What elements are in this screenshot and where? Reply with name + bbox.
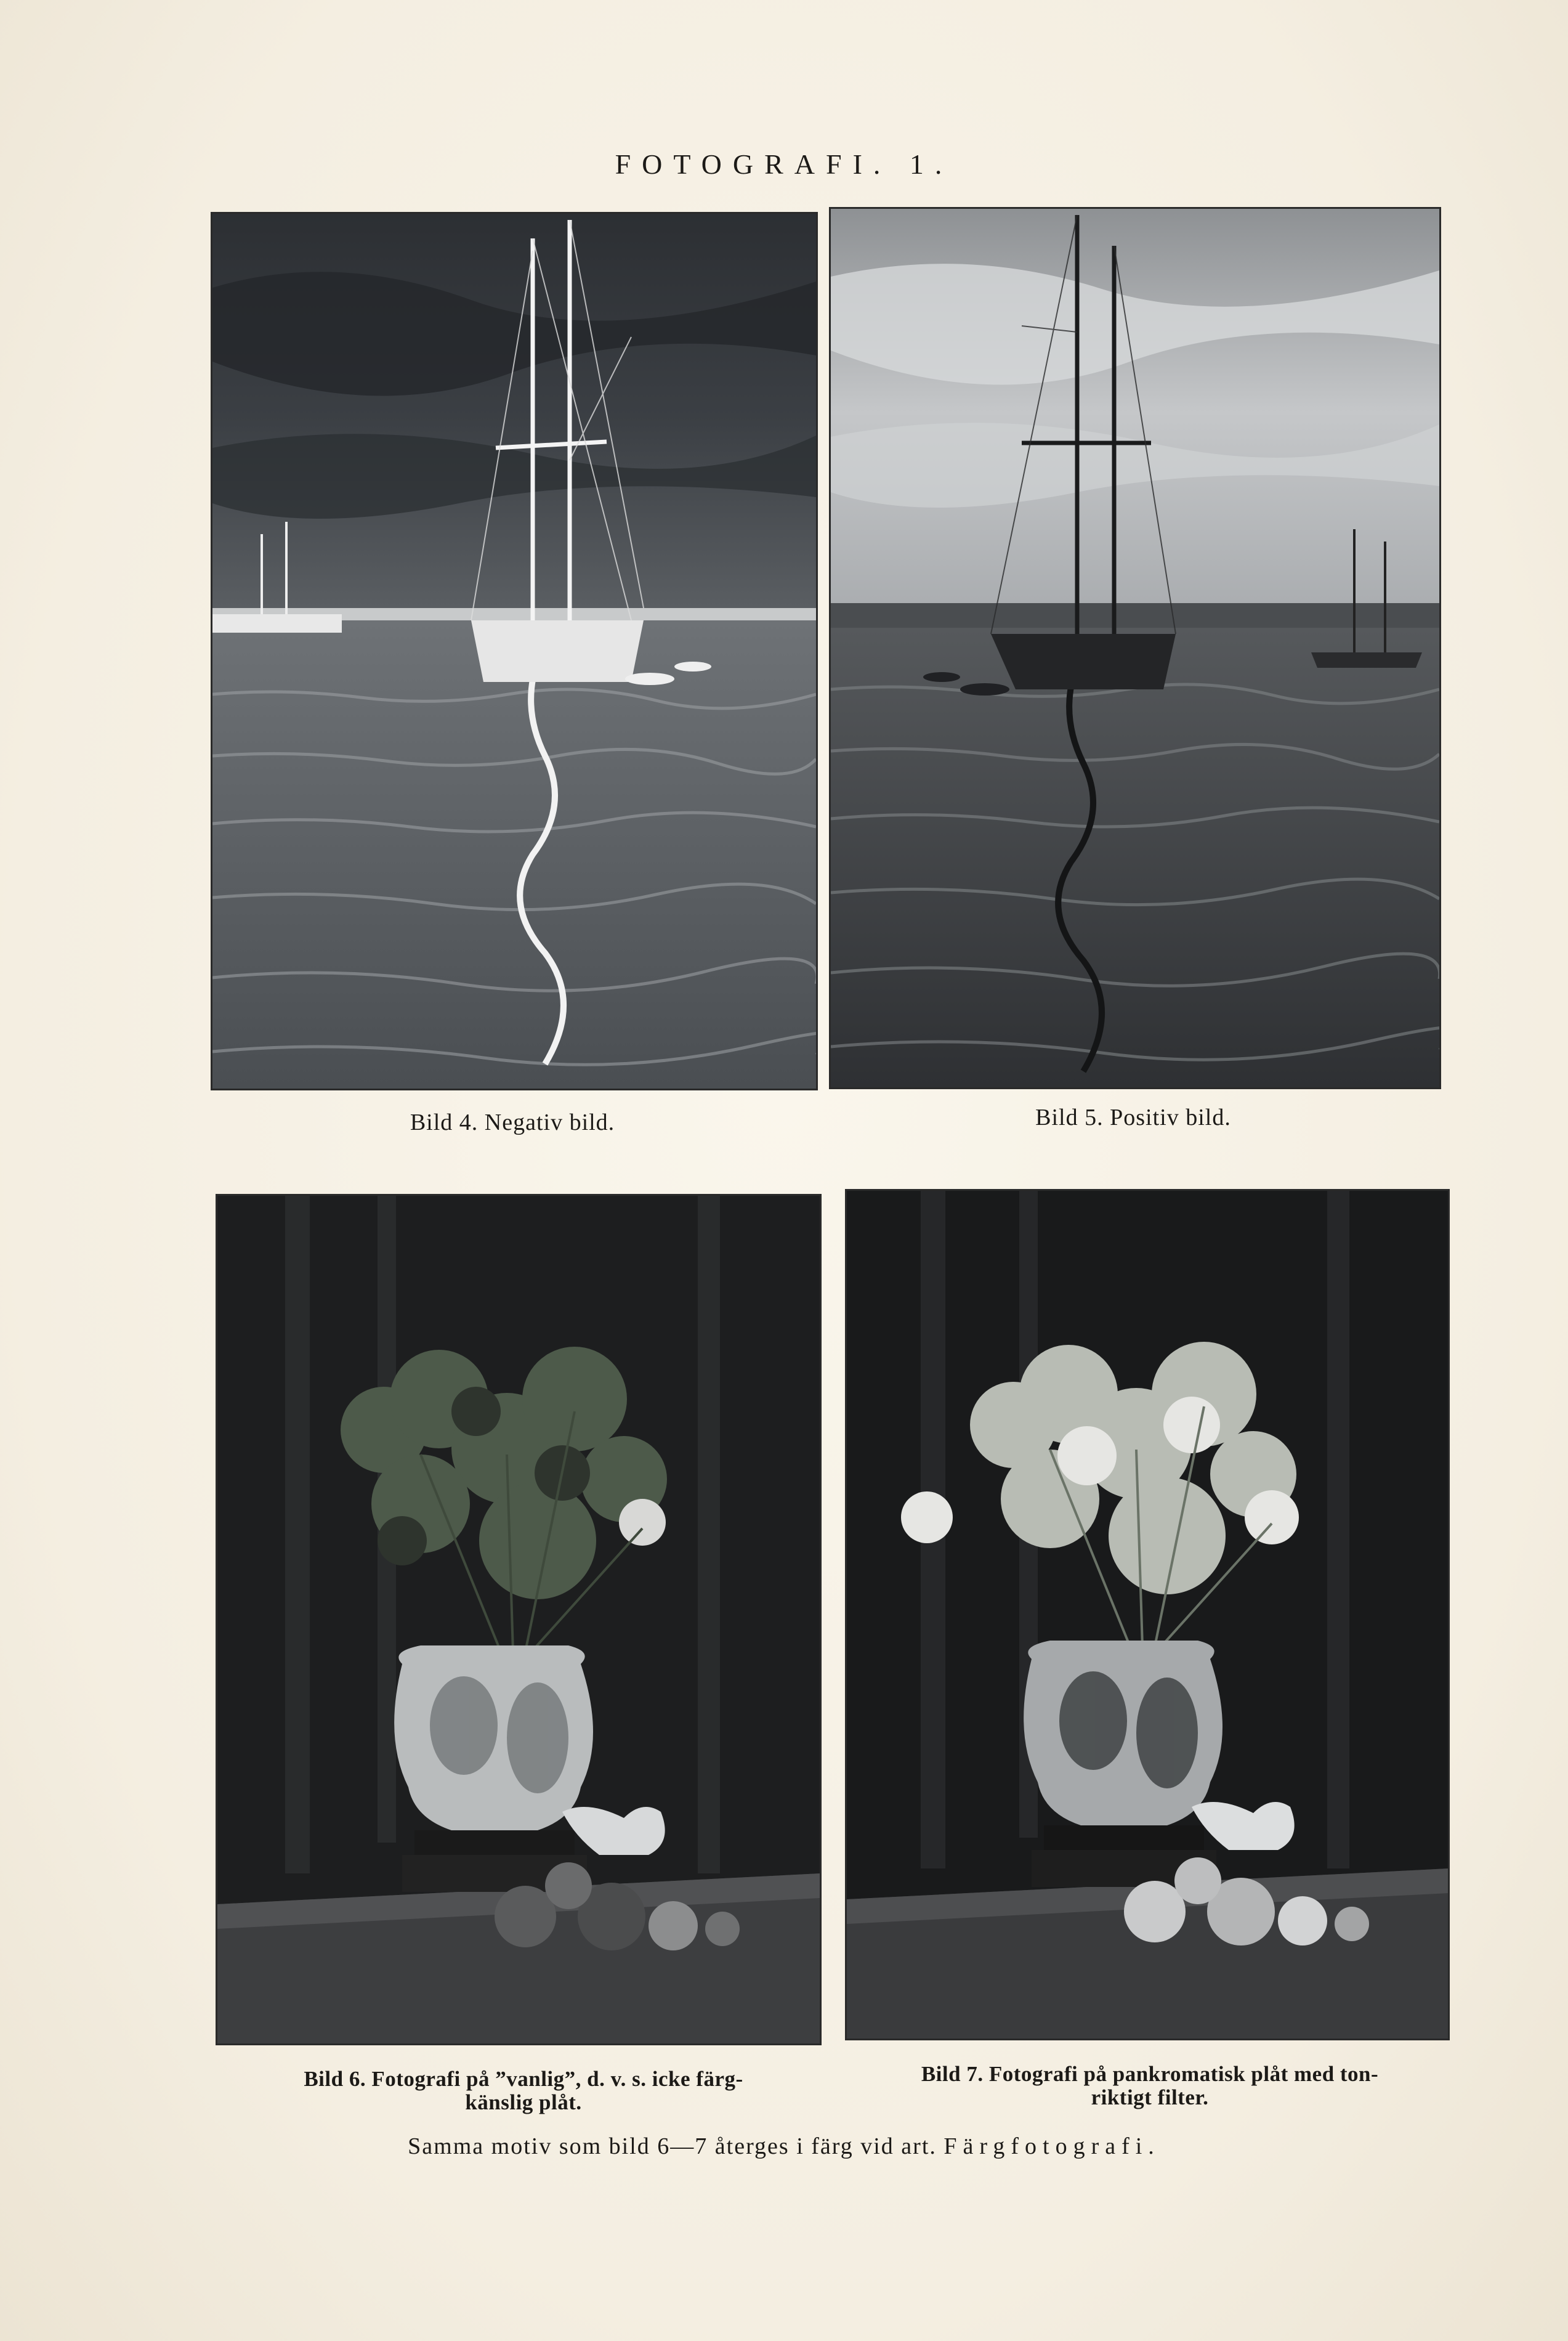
still-life-ordinary-plate-photo xyxy=(216,1194,822,2045)
caption-bild-7-line-2: riktigt filter. xyxy=(1091,2085,1209,2109)
caption-bild-4: Bild 4. Negativ bild. xyxy=(410,1110,615,1135)
caption-bild-7-line-1: Bild 7. Fotografi på pankromatisk plåt med ton- xyxy=(921,2062,1379,2086)
caption-bild-7 xyxy=(845,2063,1455,2109)
caption-bild-6-line-2: känslig plåt. xyxy=(465,2090,582,2114)
caption-bild-6-line-1: Bild 6. Fotografi på ”vanlig”, d. v. s. icke färg- xyxy=(304,2067,743,2091)
page-header: FOTOGRAFI. 1. xyxy=(615,148,953,180)
positive-ship-photo xyxy=(829,207,1441,1089)
caption-bild-5: Bild 5. Positiv bild. xyxy=(1035,1105,1231,1130)
footer-note xyxy=(0,2133,1568,2160)
still-life-panchromatic-plate-photo xyxy=(845,1189,1450,2040)
footer-note-article-link: Färgfotografi. xyxy=(944,2133,1160,2159)
caption-bild-6 xyxy=(216,2067,831,2114)
footer-note-text: Samma motiv som bild 6—7 återges i färg vid art. xyxy=(408,2133,937,2159)
negative-ship-photo xyxy=(211,212,818,1090)
